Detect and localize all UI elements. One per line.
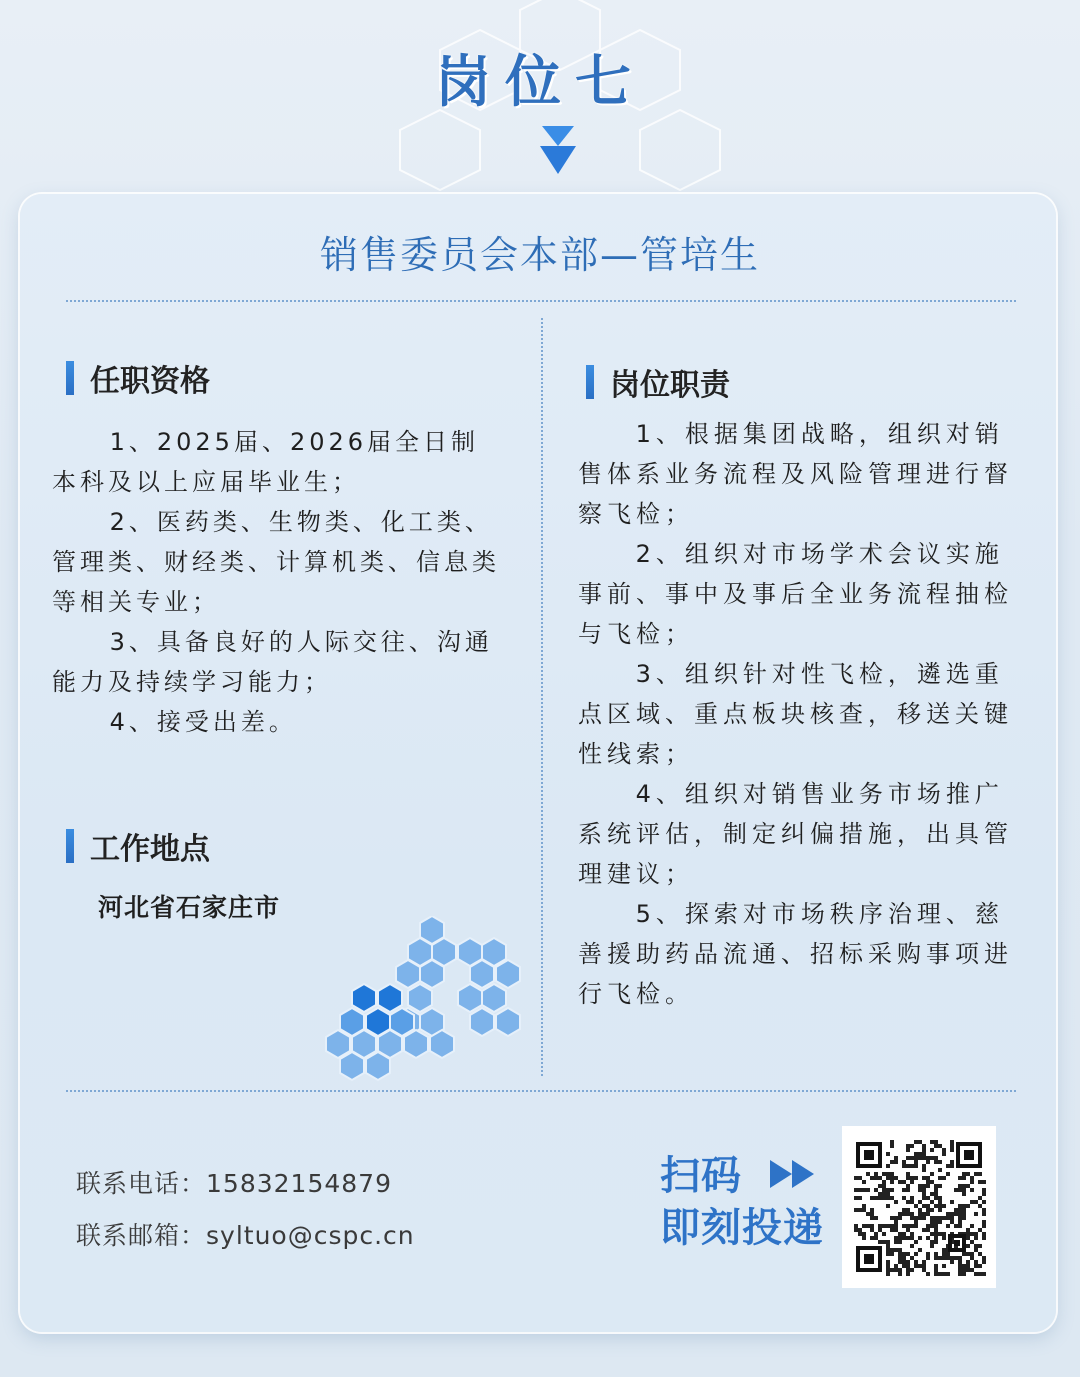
duty-item: 4、组织对销售业务市场推广系统评估，制定纠偏措施，出具管理建议； (578, 780, 1013, 888)
location-heading (66, 824, 210, 868)
qualifications-heading (66, 356, 210, 400)
duty-item: 2、组织对市场学术会议实施事前、事中及事后全业务流程抽检与飞检； (578, 540, 1013, 648)
duties-heading-label: 岗位职责 (610, 368, 730, 403)
location-value: 河北省石家庄市 (98, 893, 281, 922)
down-arrow-icon (536, 124, 580, 176)
play-arrows-icon (768, 1158, 818, 1190)
section-bar-icon (66, 361, 74, 395)
qualification-item: 3、具备良好的人际交往、沟通能力及持续学习能力； (52, 628, 493, 696)
duty-item: 3、组织针对性飞检，遴选重点区域、重点板块核查，移送关键性线索； (578, 660, 1013, 768)
contact-email (76, 1216, 415, 1252)
page-title: 岗位七 (435, 50, 645, 115)
phone-label: 联系电话： (76, 1169, 207, 1198)
scan-cta-line1: 扫码 (660, 1153, 742, 1199)
divider-vertical (541, 318, 543, 1076)
email-label: 联系邮箱： (76, 1221, 207, 1250)
divider-top (66, 300, 1016, 302)
job-title: 销售委员会本部—管培生 (319, 233, 760, 277)
duties-heading (586, 360, 730, 404)
divider-bottom (66, 1090, 1016, 1092)
qualifications-heading-label: 任职资格 (90, 364, 210, 399)
contact-phone (76, 1164, 392, 1200)
duty-item: 1、根据集团战略，组织对销售体系业务流程及风险管理进行督察飞检； (578, 420, 1013, 528)
section-bar-icon (586, 365, 594, 399)
email-value[interactable]: syltuo@cspc.cn (206, 1221, 415, 1250)
section-bar-icon (66, 829, 74, 863)
duty-item: 5、探索对市场秩序治理、慈善援助药品流通、招标采购事项进行飞检。 (578, 900, 1013, 1008)
location-heading-label: 工作地点 (90, 832, 210, 867)
phone-value[interactable]: 15832154879 (206, 1169, 392, 1198)
qr-code-icon[interactable] (842, 1126, 996, 1288)
qualification-item: 2、医药类、生物类、化工类、管理类、财经类、计算机类、信息类等相关专业； (52, 508, 500, 616)
hexagon-decoration-icon (322, 916, 532, 1086)
qualification-item: 4、接受出差。 (109, 708, 297, 736)
scan-cta-line2: 即刻投递 (660, 1205, 824, 1251)
qualification-item: 1、2025届、2026届全日制本科及以上应届毕业生； (52, 428, 480, 496)
